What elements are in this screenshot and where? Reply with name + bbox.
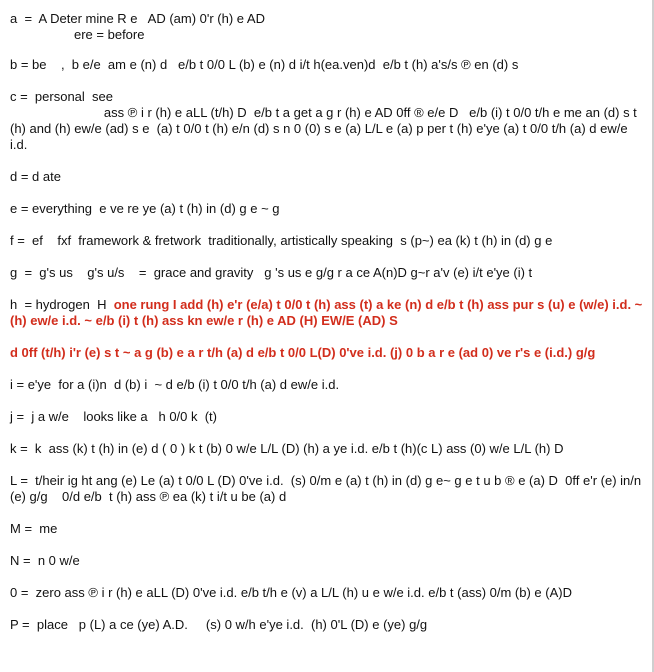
entry-a bbox=[10, 11, 646, 43]
entry-L: L = t/heir ig ht ang (e) Le (a) t 0/0 L (D) 0've i.d. (s) 0/m e (a) t (h) in (d) g e~ g e t u b ® e (a) D 0ff e'r (e) in/n (e) g/g 0/d e/b t (h) ass ℗ ea (k) t i/t u be (a) d bbox=[10, 473, 645, 504]
entry-f: f = ef fxf framework & fretwork traditionally, artistically speaking s (p~) ea (k) t (h) in (d) g e bbox=[10, 233, 553, 248]
entry-e: e = everything e ve re ye (a) t (h) in (d) g e ~ g bbox=[10, 201, 280, 216]
entry-P: P = place p (L) a ce (ye) A.D. (s) 0 w/h e'ye i.d. (h) 0'L (D) e (ye) g/g bbox=[10, 617, 428, 632]
entry-O: 0 = zero ass ℗ i r (h) e aLL (D) 0've i.d. e/b t/h e (v) a L/L (h) u e w/e i.d. e/b t (ass) 0/m (b) e (A)D bbox=[10, 585, 572, 600]
entry-c-line1: c = personal see bbox=[10, 89, 113, 104]
entry-a-line1: a = A Deter mine R e AD (am) 0'r (h) e AD bbox=[10, 11, 265, 26]
entry-M: M = me bbox=[10, 521, 58, 536]
entry-h-red-text: one rung I add (h) e'r (e/a) t 0/0 t (h) ass (t) a ke (n) d e/b t (h) ass pur s (u) e (w/e) i.d. ~ (h) ew/e i.d. ~ e/b (i) t (h) ass kn ew/e r (h) e AD (H) EW/E (AD) S bbox=[10, 297, 643, 328]
entry-N: N = n 0 w/e bbox=[10, 553, 80, 568]
entry-c bbox=[10, 89, 646, 153]
entry-j: j = j a w/e looks like a h 0/0 k (t) bbox=[10, 409, 217, 424]
entry-d: d = d ate bbox=[10, 169, 61, 184]
entry-b: b = be , b e/e am e (n) d e/b t 0/0 L (b) e (n) d i/t h(ea.ven)d e/b t (h) a's/s ℗ en (d) s bbox=[10, 57, 519, 72]
entry-k: k = k ass (k) t (h) in (e) d ( 0 ) k t (b) 0 w/e L/L (D) (h) a ye i.d. e/b t (h)(c L) ass (0) w/e L/L (h) D bbox=[10, 441, 564, 456]
entry-g: g = g's us g's u/s = grace and gravity g 's us e g/g r a ce A(n)D g~r a'v (e) i/t e'ye (i) t bbox=[10, 265, 533, 280]
entry-a-line2: ere = before bbox=[74, 27, 145, 42]
entry-h-prefix: h = hydrogen H bbox=[10, 297, 114, 312]
entry-i: i = e'ye for a (i)n d (b) i ~ d e/b (i) t 0/0 t/h (a) d ew/e i.d. bbox=[10, 377, 340, 392]
entry-h2-red-text: d 0ff (t/h) i'r (e) s t ~ a g (b) e a r t/h (a) d e/b t 0/0 L(D) 0've i.d. (j) 0 b a r e (ad 0) ve r's e (i.d.) g/g bbox=[10, 345, 596, 360]
entry-c-body: ass ℗ i r (h) e aLL (t/h) D e/b t a get a g r (h) e AD 0ff ® e/e D e/b (i) t 0/0 t/h e me an (d) s t (h) and (h) ew/e (ad) s e (a) t 0/0 t (h) e/n (d) s n 0 (0) s e (a) L/L e (a) p per t (h) e'ye (a) t 0/0 t/h (a) d ew/e i.d. bbox=[10, 105, 641, 152]
entry-h bbox=[10, 297, 646, 329]
document-body bbox=[10, 11, 646, 649]
